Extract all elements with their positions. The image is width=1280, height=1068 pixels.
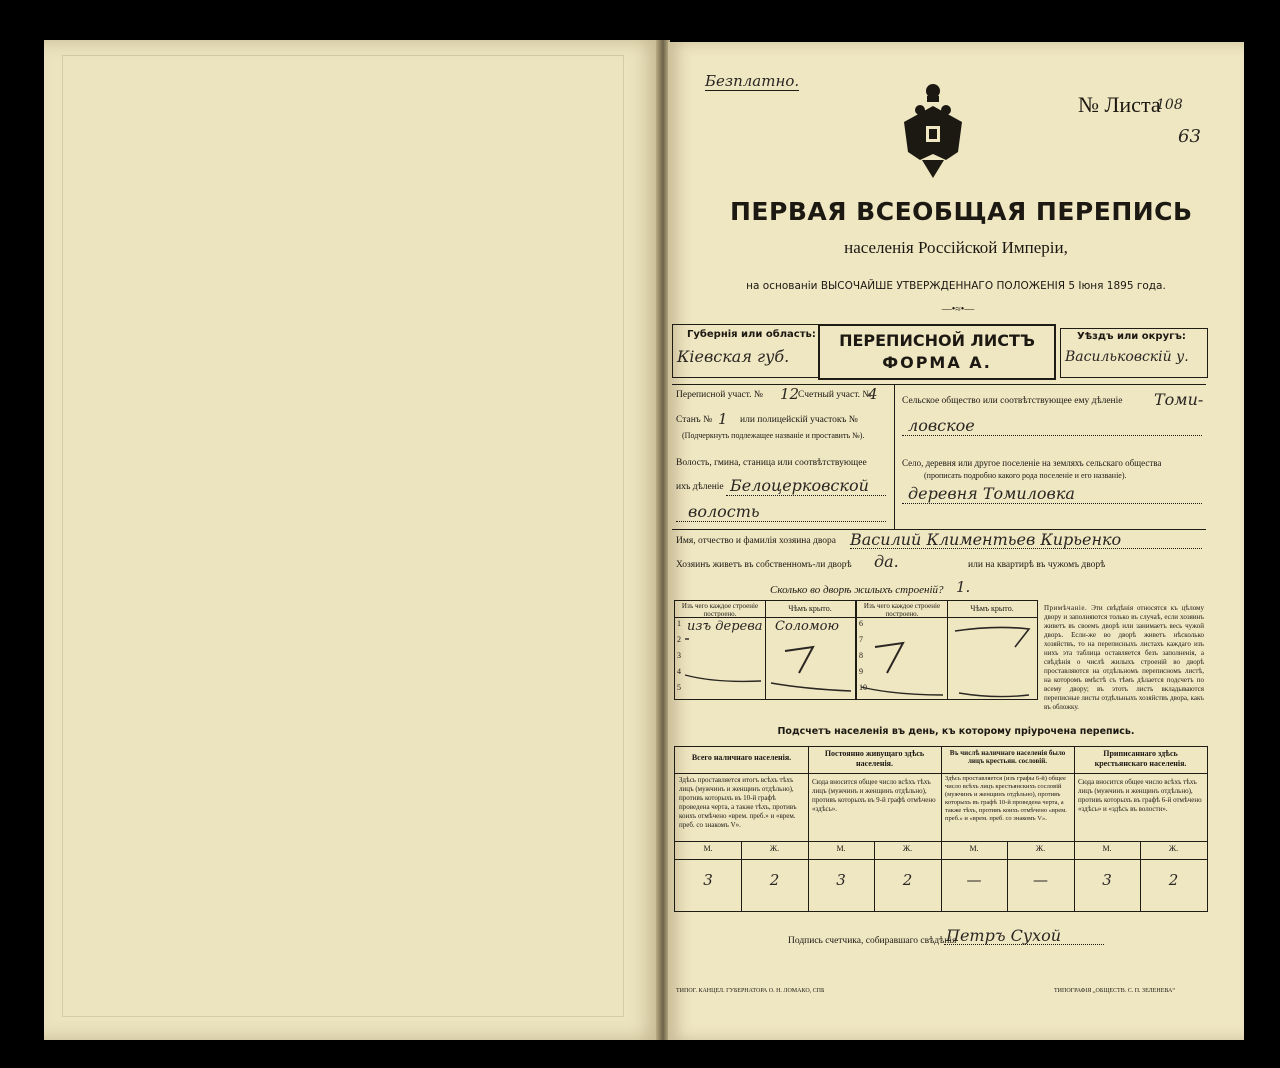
buildings-row-number: 4 bbox=[677, 667, 681, 676]
district-label: Уѣздъ или округъ: bbox=[1077, 331, 1186, 342]
volost-value: Белоцерковской bbox=[730, 476, 869, 495]
village-value: деревня Томиловка bbox=[908, 484, 1075, 503]
stan-value: 1 bbox=[718, 410, 728, 428]
owner-value: Василий Климентьев Кирьенко bbox=[850, 530, 1122, 549]
ornament-divider: —•≈•— bbox=[941, 304, 975, 315]
form-title: ПЕРЕПИСНОЙ ЛИСТЪ bbox=[839, 331, 1035, 350]
district-value: Васильковскій у. bbox=[1065, 349, 1189, 365]
own-house-label: Хозяинъ живетъ въ собственномъ-ли дворѣ bbox=[676, 560, 852, 570]
summary-table bbox=[674, 746, 1208, 912]
census-plot-value: 12 bbox=[780, 385, 800, 403]
buildings-row-number: 10 bbox=[859, 683, 867, 692]
village-underline bbox=[902, 503, 1202, 504]
buildings-row-number: 1 bbox=[677, 619, 681, 628]
printer-left: ТИПОГ. КАНЦЕЛ. ГУБЕРНАТОРА О. Н. ЛОМАКО, СПБ bbox=[676, 988, 825, 994]
summary-sub-male: М. bbox=[1102, 844, 1112, 853]
owner-label: Имя, отчество и фамилія хозяина двора bbox=[676, 536, 836, 546]
summary-col4-title: Приписаннаго здѣсь крестьянскаго населенія. bbox=[1094, 749, 1187, 768]
buildings-label: Сколько во дворѣ жилыхъ строеній? bbox=[770, 584, 944, 596]
summary-heading: Подсчетъ населенія въ день, къ которому пріурочена перепись. bbox=[777, 726, 1135, 737]
summary-sub-female: Ж. bbox=[769, 844, 780, 853]
volost-label: Волость, гмина, станица или соотвѣтствующее bbox=[676, 458, 867, 468]
buildings-col-roof-2: Чѣмъ крыто. bbox=[970, 604, 1014, 613]
section-divider bbox=[672, 384, 1206, 385]
count-plot-label: Счетный участ. № bbox=[798, 390, 872, 400]
summary-col2-desc: Сюда вносится общее число всѣхъ тѣхъ лицъ (мужчинъ и женщинъ отдѣльно), противъ которыхъ въ 9-й графѣ отмѣчено «здѣсь». bbox=[812, 778, 936, 813]
buildings-value: 1. bbox=[956, 578, 971, 596]
village-note: (прописать подробно какого рода поселеніе и его названіе). bbox=[924, 471, 1127, 480]
summary-sub-male: М. bbox=[969, 844, 979, 853]
buildings-row-number: 2 bbox=[677, 635, 681, 644]
buildings-row-number: 7 bbox=[859, 635, 863, 644]
row1-roof-value: Соломою bbox=[775, 619, 839, 634]
row1-material-value: изъ дерева bbox=[687, 619, 763, 634]
summary-value-cell: 2 bbox=[902, 871, 913, 889]
census-plot-label: Переписной участ. № bbox=[676, 390, 763, 400]
summary-col3-desc: Здѣсь проставляется (изъ графы 6-й) общее число всѣхъ лицъ крестьянскихъ сословій (мужчинъ и женщинъ отдѣльно), противъ которыхъ въ графѣ 10-й проведена черта, а также тѣхъ, противъ коихъ отмѣчено «врем. преб.» и «врем. преб. со знакомъ V». bbox=[945, 775, 1067, 822]
village-label: Село, деревня или другое поселеніе на земляхъ сельскаго общества bbox=[902, 458, 1162, 468]
summary-sub-female: Ж. bbox=[1035, 844, 1046, 853]
form-type: ФОРМА А. bbox=[882, 353, 992, 372]
form-title-box bbox=[818, 324, 1056, 380]
census-form-page bbox=[668, 42, 1244, 1040]
signature-underline bbox=[944, 944, 1104, 945]
note-text: Эти свѣдѣнія относятся къ цѣлому двору и заполняются только въ случаѣ, если хозяинъ живетъ въ своемъ дворѣ или занимаетъ весь чужой дворъ. Если-же во дворѣ живетъ нѣсколько хозяйствъ, то на переписныхъ листахъ каждаго изъ нихъ эта таблица оставляется безъ заполненія, а свѣдѣнія о числѣ жилыхъ строеній во дворѣ проставляются на отдѣльномъ переписномъ листѣ, на которомъ вмѣстѣ съ тѣмъ дѣлается подсчетъ по всему двору; въ этотъ листъ вкладываются переписные листы отдѣльныхъ хозяйствъ двора, какъ въ обложку. bbox=[1044, 604, 1204, 711]
summary-value-cell: 3 bbox=[1102, 871, 1112, 889]
summary-sub-female: Ж. bbox=[902, 844, 913, 853]
summary-sub-male: М. bbox=[836, 844, 846, 853]
summary-sub-male: М. bbox=[703, 844, 713, 853]
province-box bbox=[672, 324, 820, 378]
province-value: Кіевская губ. bbox=[677, 347, 790, 366]
own-house-value: да. bbox=[874, 552, 899, 571]
main-title: ПЕРВАЯ ВСЕОБЩАЯ ПЕРЕПИСЬ bbox=[730, 197, 1193, 226]
buildings-row-number: 3 bbox=[677, 651, 681, 660]
signature-label: Подпись счетчика, собиравшаго свѣдѣнія bbox=[788, 936, 957, 946]
volost-label-2: ихъ дѣленіе bbox=[676, 482, 724, 492]
police-label: или полицейскій участокъ № bbox=[740, 415, 858, 425]
summary-value-cell: 3 bbox=[836, 871, 846, 889]
volost-underline bbox=[726, 495, 886, 496]
summary-col3-title: Въ числѣ наличнаго населенія было лицъ крестьян. сословій. bbox=[949, 749, 1066, 765]
summary-col2-title: Постоянно живущаго здѣсь населенія. bbox=[824, 749, 925, 768]
folio-number: 63 bbox=[1178, 126, 1201, 147]
rent-label: или на квартирѣ въ чужомъ дворѣ bbox=[968, 560, 1106, 570]
buildings-handwritten-marks bbox=[675, 617, 1037, 699]
note-label: Примѣчаніе. bbox=[1044, 604, 1088, 612]
volost-value-2: волость bbox=[688, 502, 760, 521]
society-label: Сельское общество или соотвѣтствующее ему дѣленіе bbox=[902, 396, 1123, 406]
summary-col1-title: Всего наличнаго населенія. bbox=[691, 753, 792, 762]
summary-value-cell: — bbox=[1033, 871, 1048, 889]
buildings-table bbox=[674, 600, 1038, 700]
printer-right: ТИПОГРАФІЯ „ОБЩЕСТВ. С. П. ЗЕЛЕНЕВА“ bbox=[1054, 988, 1176, 994]
buildings-col-roof: Чѣмъ крыто. bbox=[788, 604, 832, 613]
sheet-number-label: № Листа bbox=[1078, 92, 1161, 117]
note-block bbox=[1044, 604, 1204, 712]
owner-underline bbox=[850, 548, 1202, 549]
buildings-row-number: 8 bbox=[859, 651, 863, 660]
double-headed-eagle-icon bbox=[900, 82, 966, 182]
section-vertical-divider bbox=[894, 384, 895, 529]
society-value-2: ловское bbox=[908, 416, 975, 435]
free-label: Безплатно. bbox=[705, 72, 800, 90]
sheet-number-value: 108 bbox=[1156, 97, 1183, 113]
summary-value-cell: 2 bbox=[1168, 871, 1179, 889]
summary-value-cell: 3 bbox=[703, 871, 713, 889]
volost-underline-2 bbox=[676, 521, 886, 522]
police-note: (Подчеркнуть подлежащее названіе и проставить №). bbox=[682, 431, 865, 440]
buildings-row-number: 5 bbox=[677, 683, 681, 692]
summary-value-cell: 2 bbox=[769, 871, 780, 889]
summary-sub-female: Ж. bbox=[1168, 844, 1179, 853]
buildings-row-number: 9 bbox=[859, 667, 863, 676]
count-plot-value: 4 bbox=[868, 385, 878, 403]
subtitle: населенія Россійской Имперіи, bbox=[844, 238, 1068, 257]
buildings-col-material-2: Изъ чего каждое строеніе построено. bbox=[863, 602, 941, 618]
signature-value: Петръ Сухой bbox=[946, 926, 1062, 945]
summary-col1-desc: Здѣсь проставляется итогъ всѣхъ тѣхъ лицъ (мужчинъ и женщинъ отдѣльно), противъ которыхъ въ 10-й графѣ проведена черта, а также тѣхъ, противъ коихъ отмѣчено «врем. преб.» и «врем. преб. со знакомъ V». bbox=[679, 776, 797, 829]
province-label: Губернія или область: bbox=[687, 329, 816, 340]
society-underline bbox=[902, 435, 1202, 436]
legal-basis-line: на основаніи ВЫСОЧАЙШЕ УТВЕРЖДЕННАГО ПОЛОЖЕНІЯ 5 Іюня 1895 года. bbox=[746, 280, 1166, 292]
left-page-bleed-through bbox=[62, 55, 624, 1017]
summary-value-cell: — bbox=[966, 871, 982, 889]
buildings-col-material: Изъ чего каждое строеніе построено. bbox=[681, 602, 759, 618]
society-value: Томи- bbox=[1154, 390, 1204, 409]
buildings-row-number: 6 bbox=[859, 619, 863, 628]
district-box bbox=[1060, 328, 1208, 378]
summary-col4-desc: Сюда вносится общее число всѣхъ тѣхъ лицъ (мужчинъ и женщинъ отдѣльно), противъ которыхъ въ графѣ 6-й отмѣчено «здѣсь» и «здѣсь въ волости». bbox=[1078, 778, 1202, 813]
stan-label: Станъ № bbox=[676, 415, 713, 425]
